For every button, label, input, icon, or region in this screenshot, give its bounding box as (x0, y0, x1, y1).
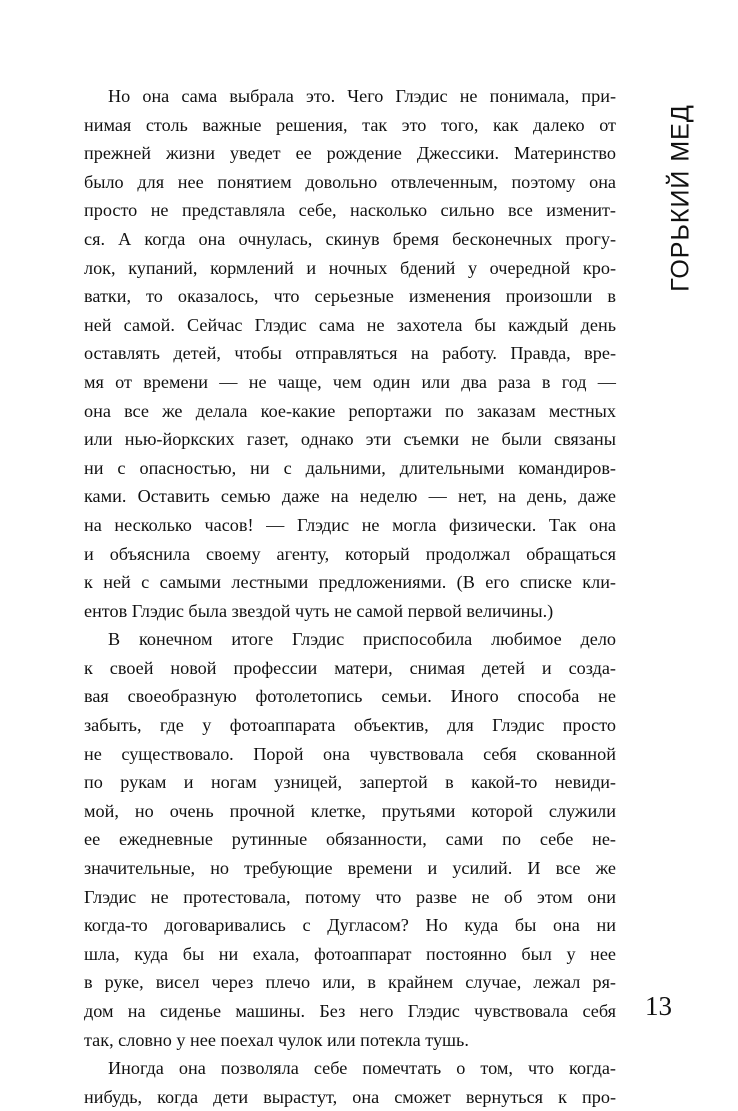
text-line: ентов Глэдис была звездой чуть не самой первой величины.) (84, 600, 554, 621)
text-line: в руке, висел через плечо или, в крайнем случае, лежал ря- (84, 972, 616, 993)
text-line: ся. А когда она очнулась, скинув бремя бесконечных прогу- (84, 228, 616, 249)
text-line: ватки, то оказалось, что серьезные изменения произошли в (84, 286, 616, 307)
page-number: 13 (645, 991, 672, 1021)
text-line: В конечном итоге Глэдис приспособила любимое дело (108, 629, 616, 650)
text-line: прежней жизни уведет ее рождение Джессики. Материнство (84, 143, 616, 164)
text-line: Иногда она позволяла себе помечтать о том, что когда- (108, 1058, 616, 1079)
text-line: просто не представляла себе, насколько сильно все изменит- (84, 200, 616, 221)
text-line: ней самой. Сейчас Глэдис сама не захотела бы каждый день (84, 314, 616, 335)
text-line: и объяснила своему агенту, который продолжал обращаться (84, 543, 616, 564)
text-line: значительные, но требующие времени и усилий. И все же (84, 858, 616, 879)
text-line: забыть, где у фотоаппарата объектив, для Глэдис просто (84, 715, 616, 736)
body-text (84, 82, 616, 1111)
text-line: когда-то договаривались с Дугласом? Но куда бы она ни (84, 915, 616, 936)
text-line: оставлять детей, чтобы отправляться на работу. Правда, вре- (84, 343, 616, 364)
text-line: не существовало. Порой она чувствовала себя скованной (84, 743, 616, 764)
text-line: так, словно у нее поехал чулок или потекла тушь. (84, 1029, 469, 1050)
text-line: шла, куда бы ни ехала, фотоаппарат постоянно был у нее (84, 943, 616, 964)
text-line: лок, купаний, кормлений и ночных бдений у очередной кро- (84, 257, 616, 278)
text-line: мя от времени — не чаще, чем один или два раза в год — (84, 371, 616, 392)
text-line: нибудь, когда дети вырастут, она сможет вернуться к про- (84, 1086, 616, 1107)
text-line: или нью-йоркских газет, однако эти съемки не были связаны (84, 429, 616, 450)
running-head-title: ГОРЬКИЙ МЕД (666, 104, 695, 292)
text-line: ками. Оставить семью даже на неделю — нет, на день, даже (84, 486, 616, 507)
text-line: вая своеобразную фотолетопись семьи. Иного способа не (84, 686, 616, 707)
text-line: ни с опасностью, ни с дальними, длительными командиров- (84, 457, 616, 478)
text-line: ее ежедневные рутинные обязанности, сами по себе не- (84, 829, 616, 850)
running-head (660, 88, 702, 308)
text-line: нимая столь важные решения, так это того, как далеко от (84, 114, 616, 135)
text-line: на несколько часов! — Глэдис не могла физически. Так она (84, 514, 616, 535)
text-line: к ней с самыми лестными предложениями. (В его списке кли- (84, 572, 616, 593)
text-line: было для нее понятием довольно отвлеченным, поэтому она (84, 171, 616, 192)
text-line: она все же делала кое-какие репортажи по заказам местных (84, 400, 616, 421)
text-line: Глэдис не протестовала, потому что разве не об этом они (84, 886, 616, 907)
text-line: мой, но очень прочной клетке, прутьями которой служили (84, 800, 616, 821)
text-line: Но она сама выбрала это. Чего Глэдис не понимала, при- (108, 86, 616, 106)
text-line: к своей новой профессии матери, снимая детей и созда- (84, 657, 616, 678)
text-line: дом на сиденье машины. Без него Глэдис чувствовала себя (84, 1001, 616, 1021)
text-line: по рукам и ногам узницей, запертой в какой-то невиди- (84, 772, 616, 793)
